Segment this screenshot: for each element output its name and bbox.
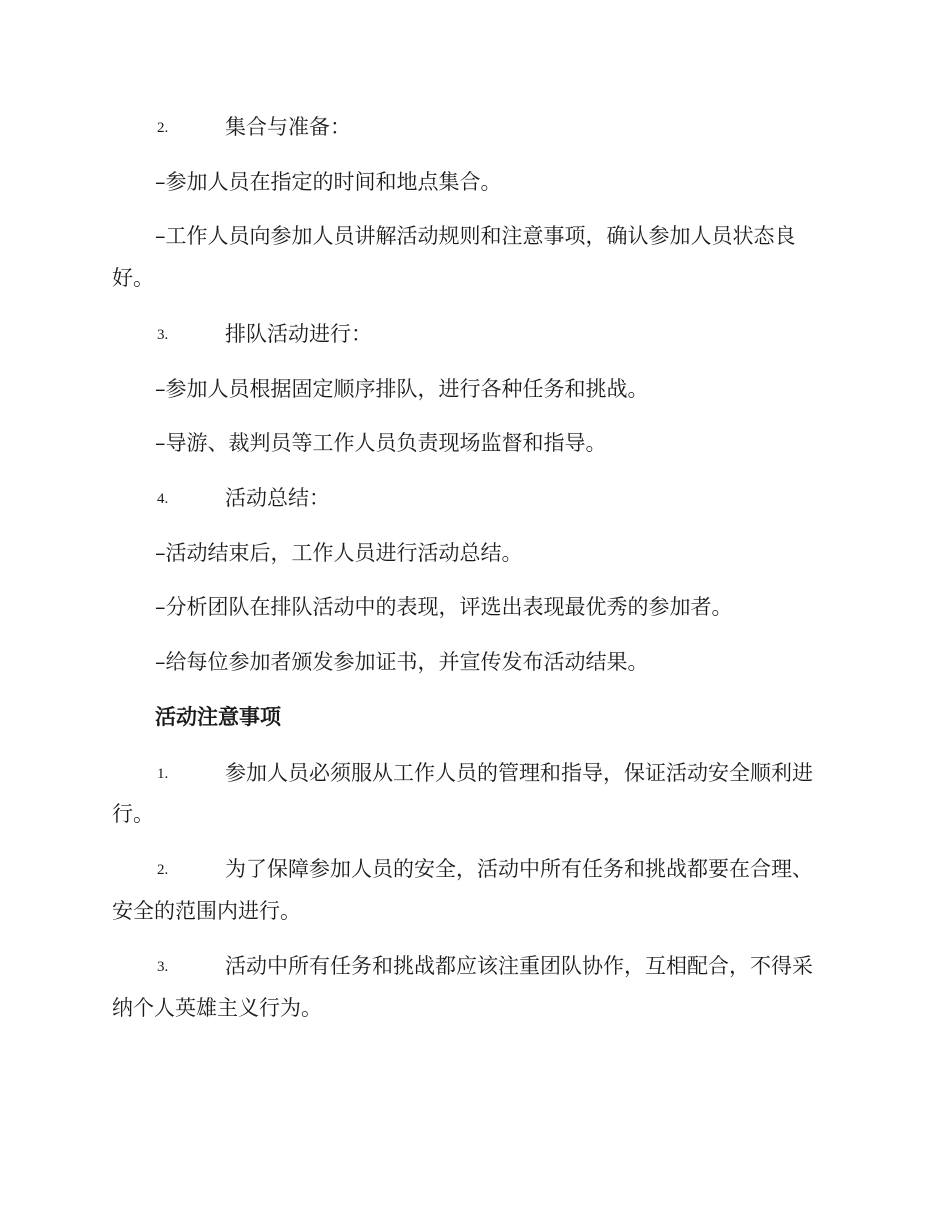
note-text-continuation: 安全的范围内进行。 xyxy=(112,899,301,923)
bullet-item: –活动结束后，工作人员进行活动总结。 xyxy=(155,541,523,565)
note-number: 1. xyxy=(157,766,169,782)
note-text-continuation: 行。 xyxy=(112,802,154,826)
section-number: 3. xyxy=(157,327,169,343)
note-text: 参加人员必须服从工作人员的管理和指导，保证活动安全顺利进 xyxy=(225,761,813,785)
section-number: 4. xyxy=(157,491,169,507)
note-text: 活动中所有任务和挑战都应该注重团队协作，互相配合，不得采 xyxy=(225,954,813,978)
bullet-item: –工作人员向参加人员讲解活动规则和注意事项，确认参加人员状态良 xyxy=(155,224,796,248)
note-text: 为了保障参加人员的安全，活动中所有任务和挑战都要在合理、 xyxy=(225,857,813,881)
section-title: 集合与准备： xyxy=(225,115,351,139)
bullet-item: –参加人员根据固定顺序排队，进行各种任务和挑战。 xyxy=(155,377,649,401)
bullet-item: –给每位参加者颁发参加证书，并宣传发布活动结果。 xyxy=(155,650,649,674)
bullet-item: –导游、裁判员等工作人员负责现场监督和指导。 xyxy=(155,431,607,455)
section-title: 排队活动进行： xyxy=(225,322,372,346)
bullet-item: –参加人员在指定的时间和地点集合。 xyxy=(155,170,502,194)
bullet-item-continuation: 好。 xyxy=(112,266,154,290)
note-text-continuation: 纳个人英雄主义行为。 xyxy=(112,996,322,1020)
section-title: 活动总结： xyxy=(225,486,330,510)
notes-heading: 活动注意事项 xyxy=(155,704,281,729)
section-number: 2. xyxy=(157,120,169,136)
note-number: 3. xyxy=(157,959,169,975)
bullet-item: –分析团队在排队活动中的表现，评选出表现最优秀的参加者。 xyxy=(155,595,733,619)
note-number: 2. xyxy=(157,862,169,878)
